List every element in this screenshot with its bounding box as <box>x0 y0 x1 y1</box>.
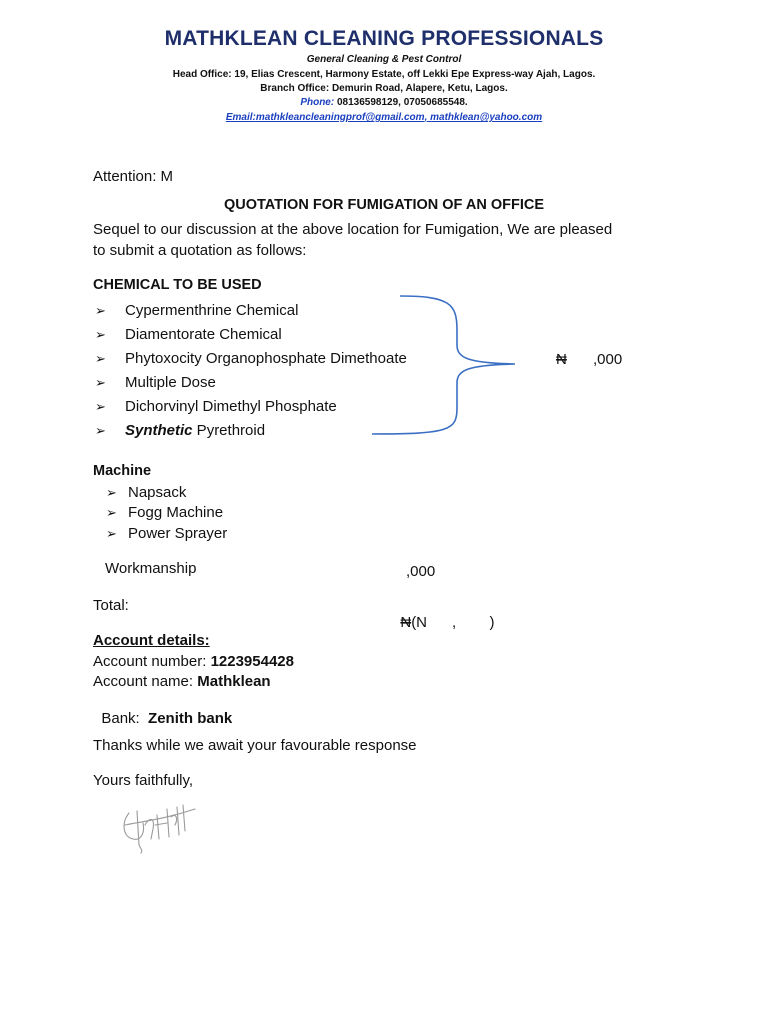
account-name-label: Account name: <box>93 673 198 690</box>
email-link-2[interactable]: mathklean@yahoo.com <box>430 112 543 123</box>
chemical-item: Cypermenthrine Chemical <box>125 302 299 319</box>
intro-line-1: Sequel to our discussion at the above location for Fumigation, We are pleased <box>93 221 613 238</box>
chemical-item: Multiple Dose <box>125 374 216 391</box>
chemical-item: Phytoxocity Organophosphate Dimethoate <box>125 350 407 367</box>
company-name: MATHKLEAN CLEANING PROFESSIONALS <box>164 27 604 50</box>
account-name-value: Mathklean <box>197 673 271 690</box>
arrowhead-bullet-icon: ➢ <box>95 351 106 366</box>
chemicals-heading: CHEMICAL TO BE USED <box>93 277 262 293</box>
workmanship-amount: ,000 <box>406 563 436 580</box>
attention-line: Attention: M <box>93 168 174 185</box>
phone-numbers: 08136598129, 07050685548. <box>336 97 468 108</box>
phone-line <box>0 97 768 108</box>
email-label: Email: <box>225 112 256 123</box>
total-naira-symbol: ₦ <box>400 614 412 631</box>
email-line <box>0 112 768 123</box>
arrowhead-bullet-icon: ➢ <box>95 375 106 390</box>
head-office-address: Head Office: 19, Elias Crescent, Harmony Estate, off Lekki Epe Express-way Ajah, Lagos. <box>172 69 596 80</box>
account-number-value: 1223954428 <box>210 653 294 670</box>
arrowhead-bullet-icon: ➢ <box>95 303 106 318</box>
chemicals-price: ,000 <box>593 351 623 368</box>
company-tagline: General Cleaning & Pest Control <box>306 54 462 65</box>
email-link-1[interactable]: mathkleancleaningprof@gmail.com <box>255 112 425 123</box>
machine-item: Power Sprayer <box>128 525 228 542</box>
total-amount-value: (N , ) <box>411 614 495 631</box>
bank-label: Bank: <box>101 710 149 727</box>
email-separator: , <box>424 112 431 123</box>
signature-image <box>115 795 205 855</box>
bank-value: Zenith bank <box>148 710 233 727</box>
account-number-label: Account number: <box>93 653 211 670</box>
branch-office-address: Branch Office: Demurin Road, Alapere, Ketu, Lagos. <box>260 83 508 94</box>
account-name-line <box>93 673 271 690</box>
total-label: Total: <box>93 597 129 614</box>
phone-label: Phone: <box>300 97 335 108</box>
chemical-item: Diamentorate Chemical <box>125 326 282 343</box>
chemical-item-synthetic-pyrethroid <box>125 422 265 439</box>
intro-line-2: to submit a quotation as follows: <box>93 242 307 259</box>
bank-line <box>93 693 232 727</box>
account-details-heading: Account details: <box>93 632 210 649</box>
total-amount <box>392 597 495 631</box>
chemical-item: Dichorvinyl Dimethyl Phosphate <box>125 398 337 415</box>
naira-symbol: ₦ <box>556 351 567 368</box>
chemical-item-rest: Pyrethroid <box>192 422 266 439</box>
machine-item: Napsack <box>128 484 187 501</box>
arrowhead-bullet-icon: ➢ <box>106 505 117 520</box>
arrowhead-bullet-icon: ➢ <box>95 399 106 414</box>
arrowhead-bullet-icon: ➢ <box>106 526 117 541</box>
account-number-line <box>93 653 294 670</box>
chemical-item-emphasis: Synthetic <box>125 422 193 439</box>
workmanship-label: Workmanship <box>105 560 197 577</box>
thanks-line: Thanks while we await your favourable response <box>93 737 417 754</box>
curly-brace-icon <box>360 290 525 440</box>
quotation-title: QUOTATION FOR FUMIGATION OF AN OFFICE <box>223 197 545 213</box>
arrowhead-bullet-icon: ➢ <box>95 327 106 342</box>
arrowhead-bullet-icon: ➢ <box>95 423 106 438</box>
arrowhead-bullet-icon: ➢ <box>106 485 117 500</box>
machine-item: Fogg Machine <box>128 504 224 521</box>
signoff-line: Yours faithfully, <box>93 772 194 789</box>
machine-heading: Machine <box>93 463 152 479</box>
